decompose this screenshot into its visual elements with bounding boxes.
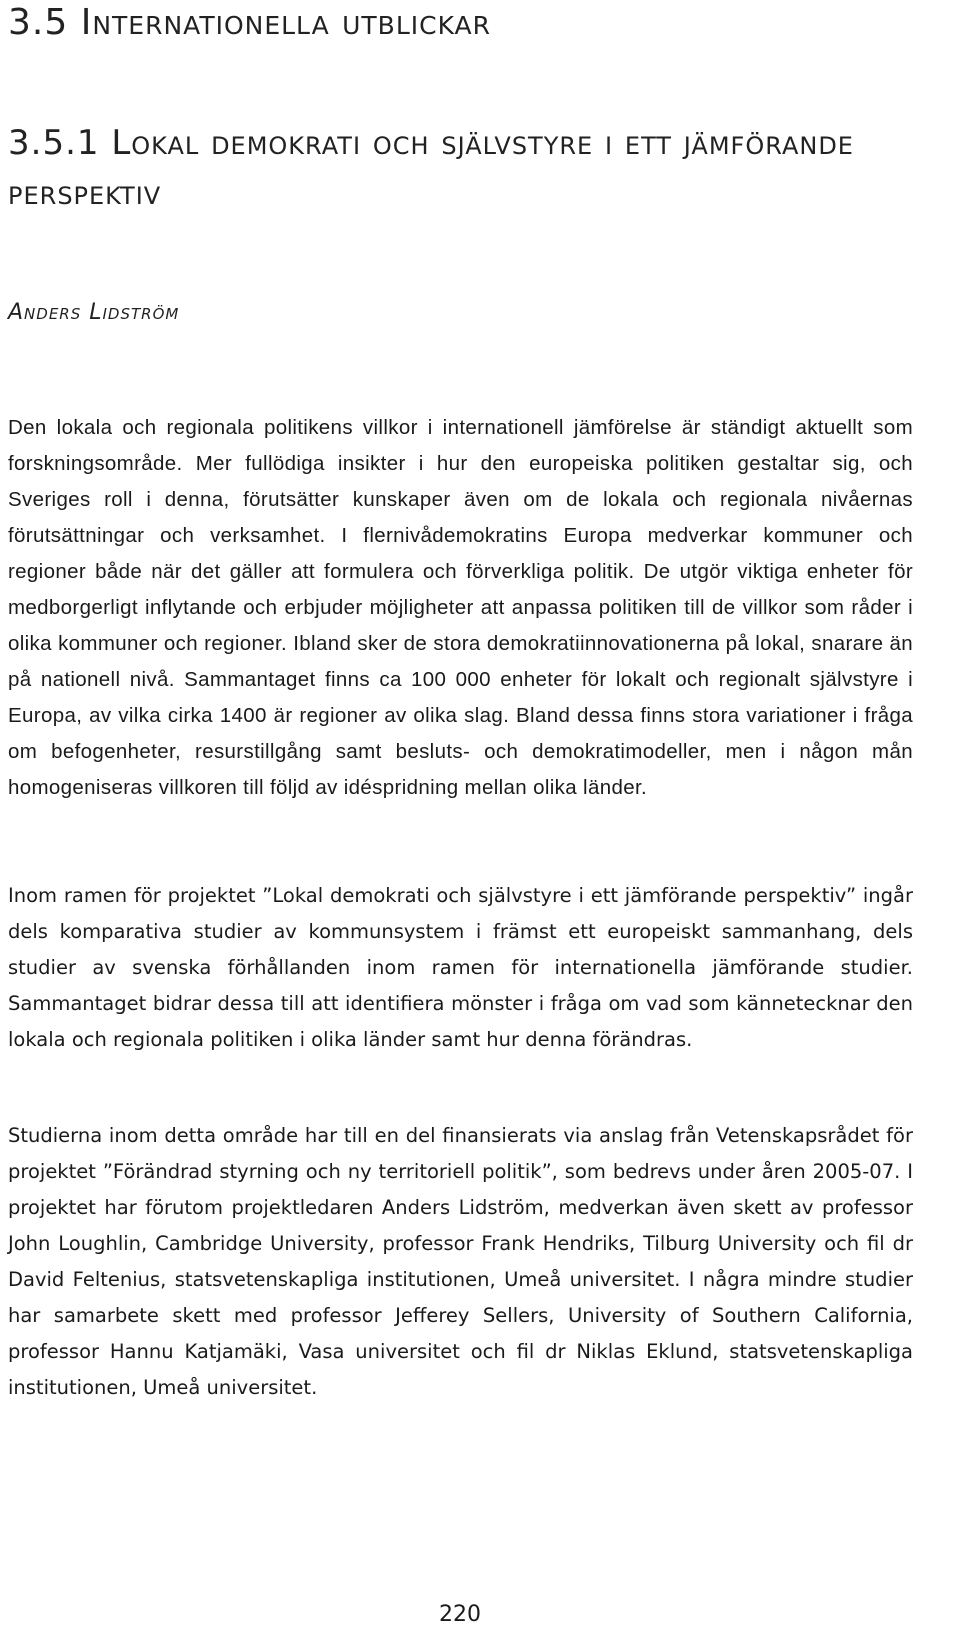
page-number: 220 <box>439 1602 481 1627</box>
body-paragraph-3: Studierna inom detta område har till en del finansierats via anslag från Vetenskapsrådet för projektet ”Förändrad styrning och ny territoriell politik”, som bedrevs under åren 2005-07. I projektet har förutom projektledaren Anders Lidström, medverkan även skett av professor John Loughlin, Cambridge University, professor Frank Hendriks, Tilburg University och fil dr David Feltenius, statsvetenskapliga institutionen, Umeå universitet. I några mindre studier har samarbete skett med professor Jefferey Sellers, University of Southern California, professor Hannu Katjamäki, Vasa universitet och fil dr Niklas Eklund, statsvetenskapliga institutionen, Umeå universitet. <box>8 1124 913 1399</box>
section-heading: 3.5 Internationella utblickar <box>8 2 492 43</box>
body-paragraph-2: Inom ramen för projektet ”Lokal demokrati och självstyre i ett jämförande perspektiv” ingår dels komparativa studier av kommunsystem i främst ett europeiskt sammanhang, dels studier av svenska förhållanden inom ramen för internationella jämförande studier. Sammantaget bidrar dessa till att identifiera mönster i fråga om vad som kännetecknar den lokala och regionala politiken i olika länder samt hur denna förändras. <box>8 884 913 1051</box>
author-name: Anders Lidström <box>8 300 180 325</box>
body-paragraph-1: Den lokala och regionala politikens villkor i internationell jämförelse är ständigt aktuellt som forskningsområde. Mer fullödiga insikter i hur den europeiska politiken gestaltar sig, och Sveriges roll i denna, förutsätter kunskaper även om de lokala och regionala nivåernas förutsättningar och verksamhet. I flernivådemokratins Europa medverkar kommuner och regioner både när det gäller att formulera och förverkliga politik. De utgör viktiga enheter för medborgerligt inflytande och erbjuder möjligheter att anpassa politiken till de villkor som råder i olika kommuner och regioner. Ibland sker de stora demokratiinnovationerna på lokal, snarare än på nationell nivå. Sammantaget finns ca 100 000 enheter för lokalt och regionalt självstyre i Europa, av vilka cirka 1400 är regioner av olika slag. Bland dessa finns stora variationer i fråga om befogenheter, resurstillgång samt besluts- och demokratimodeller, men i någon mån homogeniseras villkoren till följd av idéspridning mellan olika länder. <box>8 416 913 799</box>
subsection-heading: 3.5.1 Lokal demokrati och självstyre i ett jämförande perspektiv <box>8 123 854 213</box>
